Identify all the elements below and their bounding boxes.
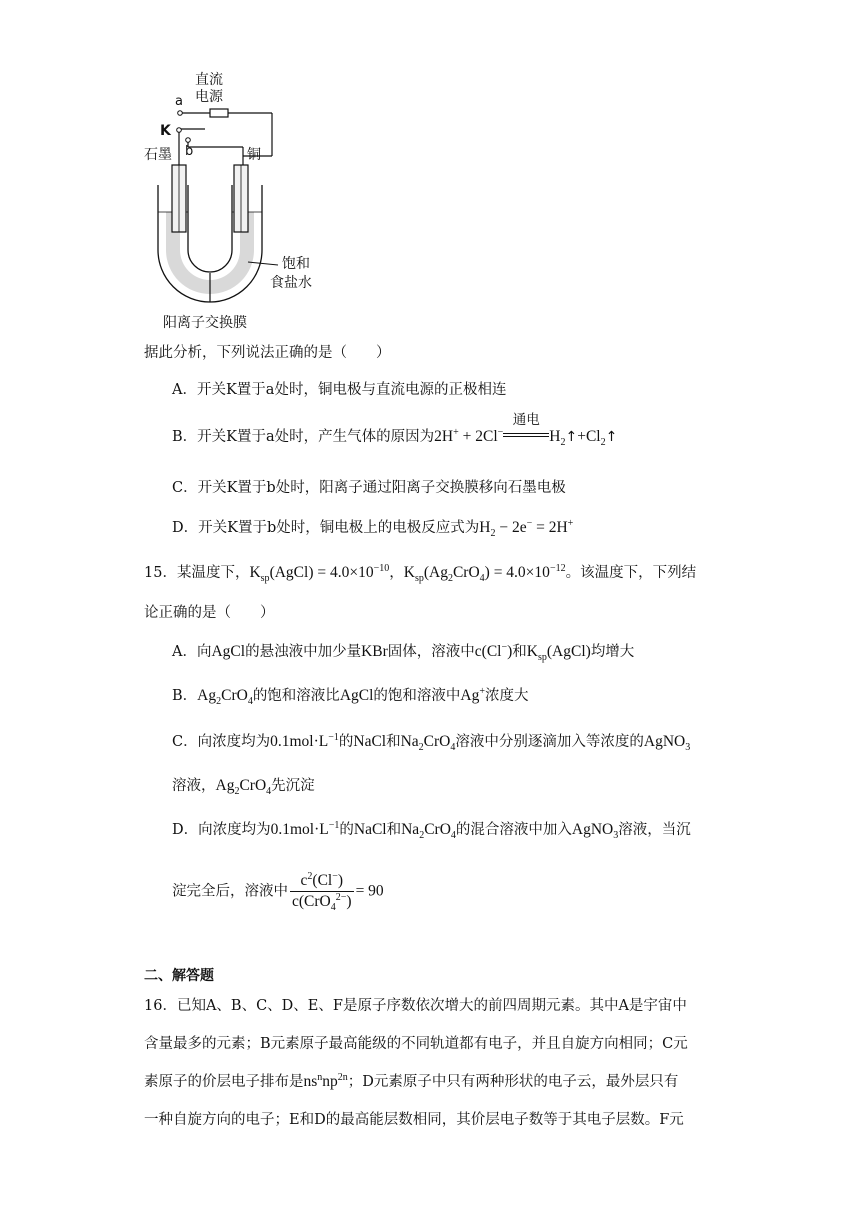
terminal-b-label: b <box>185 144 194 159</box>
power-source-symbol <box>210 109 228 117</box>
q15-option-d-line2: 淀完全后，溶液中 $\frac{c^2(Cl^-)}{c(CrO_4^{2-})}$ = 90 <box>172 870 384 914</box>
brine-label-2: 食盐水 <box>270 275 312 291</box>
q15-line2: 论正确的是（ ） <box>144 605 275 621</box>
q15-option-a: A．向AgCl的悬浊液中加少量KBr固体，溶液中c(Cl−)和$K_{sp}(AgCl)$均增大 <box>172 641 635 664</box>
q15-option-c: C．向浓度均为$0.1mol\cdot L^{-1}$的NaCl和$Na_2CrO_4$溶液中分别逐滴加入等浓度的AgNO$_3$ <box>172 731 691 754</box>
brine-label-1: 饱和 <box>282 256 310 272</box>
q15-line1: 15．某温度下，$K_{sp}(AgCl) = 4.0\times 10^{-10}$，$K_{sp}(Ag_2CrO_4) = 4.0\times 10^{-12}$。该温度下，下列结 <box>144 562 697 585</box>
switch-k-label: K <box>160 123 171 139</box>
concentration-ratio: $\frac{c^2(Cl^-)}{c(CrO_4^{2-})}$ <box>292 870 352 914</box>
section-title: 二、解答题 <box>144 968 214 984</box>
q15-option-d: D．向浓度均为$0.1mol\cdot L^{-1}$的NaCl和$Na_2CrO_4$的混合溶液中加入AgNO$_3$溶液，当沉 <box>172 819 691 842</box>
q14-option-b: B．开关K置于a处时，产生气体的原因为2H+ + 2Cl− 通电 $H_2↑+Cl_2↑$ <box>172 412 618 449</box>
q14-option-a: A．开关K置于a处时，铜电极与直流电源的正极相连 <box>172 382 507 398</box>
power-source-label-2: 电源 <box>195 89 223 105</box>
q14-option-d: D．开关K置于b处时，铜电极上的电极反应式为$H_2 - 2e^- = 2H^+$ <box>172 517 574 540</box>
q14-option-c: C．开关K置于b处时，阳离子通过阳离子交换膜移向石墨电极 <box>172 480 566 496</box>
power-source-label-1: 直流 <box>195 72 223 88</box>
condition-label: 通电 <box>512 412 540 428</box>
q14-option-b-text: B．开关K置于a处时，产生气体的原因为 <box>172 429 435 445</box>
q16-line3: 素原子的价层电子排布是$ns^nnp^{2n}$；D元素原子中只有两种形状的电子云，最外层只有 <box>144 1071 679 1090</box>
q16-line4: 一种自旋方向的电子；E和D的最高能层数相同，其价层电子数等于其电子层数。F元 <box>144 1112 684 1128</box>
electrolysis-condition <box>503 412 549 441</box>
q15-option-b: B．$Ag_2CrO_4$的饱和溶液比AgCl的饱和溶液中Ag+浓度大 <box>172 685 529 708</box>
u-tube-inner <box>188 185 232 272</box>
membrane-label: 阳离子交换膜 <box>163 315 247 331</box>
q15-option-c-line2: 溶液，$Ag_2CrO_4$先沉淀 <box>172 777 315 798</box>
q16-line1: 16．已知A、B、C、D、E、F是原子序数依次增大的前四周期元素。其中A是宇宙中 <box>144 998 687 1014</box>
q16-line2: 含量最多的元素；B元素原子最高能级的不同轨道都有电子，并且自旋方向相同；C元 <box>144 1036 688 1052</box>
terminal-a-label: a <box>175 94 183 109</box>
electrolysis-diagram <box>0 0 312 335</box>
q14-option-d-text: D．开关K置于b处时，铜电极上的电极反应式为 <box>172 520 480 536</box>
graphite-label: 石墨 <box>144 147 172 163</box>
copper-label: 铜 <box>247 147 261 163</box>
q14-stem: 据此分析，下列说法正确的是（ ） <box>144 345 391 361</box>
